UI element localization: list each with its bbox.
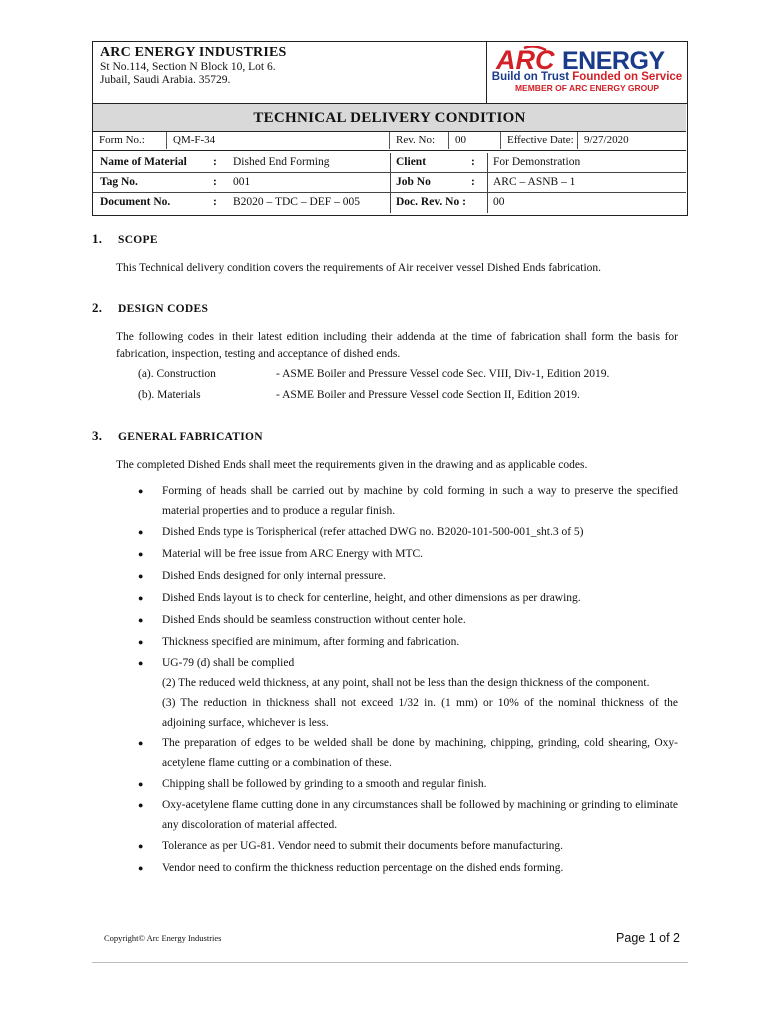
document-no-value: B2020 – TDC – DEF – 005 <box>233 196 360 208</box>
list-item <box>116 481 678 521</box>
list-item <box>116 631 678 653</box>
list-item-text: Tolerance as per UG-81. Vendor need to submit their documents before manufacturing. <box>162 840 564 852</box>
list-item-ug79 <box>116 653 678 733</box>
info-row-material <box>93 153 686 173</box>
bullet-icon: ● <box>138 637 144 647</box>
ug79-subitem-3: (3) The reduction in thickness shall not exceed 1/32 in. (1 mm) or 10% of the nominal thickness of the adjoining surface, whichever is less. <box>162 697 678 729</box>
info-row-tag <box>93 173 686 193</box>
rev-no-label: Rev. No: <box>390 132 449 149</box>
form-no-value: QM-F-34 <box>167 132 390 149</box>
bullet-icon: ● <box>138 486 144 496</box>
bullet-icon: ● <box>138 738 144 748</box>
tag-no-value: 001 <box>233 176 251 188</box>
section-title: DESIGN CODES <box>118 303 209 315</box>
divider <box>390 153 391 172</box>
divider <box>390 193 391 213</box>
divider <box>487 153 488 172</box>
colon: : <box>213 196 217 208</box>
fabrication-bullet-list <box>116 481 678 879</box>
list-item <box>116 587 678 609</box>
footer-page-number: Page 1 of 2 <box>616 931 680 945</box>
logo-tagline-part-1: Build on Trust <box>491 71 573 83</box>
code-materials-label: (b). Materials <box>138 389 201 401</box>
effective-date-label: Effective Date: <box>501 132 578 149</box>
footer-divider <box>92 962 688 963</box>
effective-date-value: 9/27/2020 <box>584 134 629 146</box>
section-scope-heading <box>92 231 158 247</box>
logo-energy-text: ENERGY <box>562 47 665 72</box>
arc-energy-logo <box>487 42 687 104</box>
document-no-label: Document No. <box>100 196 171 208</box>
logo-tagline-part-2: Founded on Service <box>572 71 683 83</box>
list-item-text: Dished Ends should be seamless construction without center hole. <box>162 614 466 626</box>
section-number: 1. <box>92 231 103 246</box>
document-header <box>92 41 688 216</box>
list-item-text: Dished Ends layout is to check for centerline, height, and other dimensions as per drawing. <box>162 592 581 604</box>
material-value: Dished End Forming <box>233 156 330 168</box>
bullet-icon: ● <box>138 527 144 537</box>
list-item <box>116 773 678 795</box>
list-item-text: Forming of heads shall be carried out by machine by cold forming in such a way to preserve the specified material properties and to produce a regular finish. <box>162 485 678 517</box>
company-info <box>93 42 487 104</box>
list-item <box>116 609 678 631</box>
logo-tagline <box>487 71 687 83</box>
colon: : <box>213 176 217 188</box>
ug79-subitem-2: (2) The reduced weld thickness, at any point, shall not be less than the design thickness of the component. <box>162 677 650 689</box>
bullet-icon: ● <box>138 800 144 810</box>
bullet-icon: ● <box>138 779 144 789</box>
section-design-codes-heading <box>92 300 208 316</box>
list-item <box>116 795 678 835</box>
address-line-2: Jubail, Saudi Arabia. 35729. <box>100 74 231 86</box>
company-name: ARC ENERGY INDUSTRIES <box>100 45 287 60</box>
colon: : <box>213 156 217 168</box>
list-item-text: Dished Ends designed for only internal pressure. <box>162 570 386 582</box>
general-fabrication-text: The completed Dished Ends shall meet the requirements given in the drawing and as applicable codes. <box>116 459 588 471</box>
logo-member-text: MEMBER OF ARC ENERGY GROUP <box>514 83 660 93</box>
list-item-text: Vendor need to confirm the thickness reduction percentage on the dished ends forming. <box>162 862 564 874</box>
list-item <box>116 835 678 857</box>
document-title: TECHNICAL DELIVERY CONDITION <box>93 104 686 132</box>
doc-rev-no-value: 00 <box>493 196 505 208</box>
section-number: 2. <box>92 300 103 315</box>
bullet-icon: ● <box>138 863 144 873</box>
rev-no-value: 00 <box>449 132 501 149</box>
list-item-text: Dished Ends type is Torispherical (refer attached DWG no. B2020-101-500-001_sht.3 of 5) <box>162 526 584 538</box>
list-item-text: The preparation of edges to be welded shall be done by machining, chipping, grinding, cold shearing, Oxy-acetylene flame cutting or a combination of these. <box>162 737 678 769</box>
list-item <box>116 857 678 879</box>
footer-copyright: Copyright© Arc Energy Industries <box>104 933 222 943</box>
list-item <box>116 521 678 543</box>
bullet-icon: ● <box>138 549 144 559</box>
client-label: Client <box>396 156 427 168</box>
divider <box>487 193 488 213</box>
info-row-document <box>93 193 686 213</box>
bullet-icon: ● <box>138 658 144 668</box>
list-item-text: Chipping shall be followed by grinding to a smooth and regular finish. <box>162 778 487 790</box>
bullet-icon: ● <box>138 841 144 851</box>
form-no-label: Form No.: <box>93 132 167 149</box>
code-construction-label: (a). Construction <box>138 368 216 380</box>
code-materials-value: - ASME Boiler and Pressure Vessel code Section II, Edition 2019. <box>276 389 580 401</box>
list-item <box>116 733 678 773</box>
client-value: For Demonstration <box>493 156 581 168</box>
list-item <box>116 543 678 565</box>
job-no-label: Job No <box>396 176 431 188</box>
list-item-text: Oxy-acetylene flame cutting done in any circumstances shall be followed by machining or grinding to eliminate any discoloration of material affected. <box>162 799 678 831</box>
bullet-icon: ● <box>138 615 144 625</box>
form-info-row <box>93 132 686 151</box>
design-codes-text: The following codes in their latest edition including their addenda at the time of fabrication shall form the basis for fabrication, inspection, testing and acceptance of dished ends. <box>116 331 678 360</box>
tag-no-label: Tag No. <box>100 176 138 188</box>
section-number: 3. <box>92 428 103 443</box>
section-title: SCOPE <box>118 234 158 246</box>
list-item-text: Thickness specified are minimum, after forming and fabrication. <box>162 636 460 648</box>
code-construction-value: - ASME Boiler and Pressure Vessel code Sec. VIII, Div-1, Edition 2019. <box>276 368 610 380</box>
divider <box>487 173 488 192</box>
arc-energy-logo-mark <box>494 46 680 72</box>
material-label: Name of Material <box>100 156 187 168</box>
section-general-fabrication-heading <box>92 428 263 444</box>
list-item-text: Material will be free issue from ARC Energy with MTC. <box>162 548 424 560</box>
colon: : <box>471 156 475 168</box>
address-line-1: St No.114, Section N Block 10, Lot 6. <box>100 61 276 73</box>
job-no-value: ARC – ASNB – 1 <box>493 176 576 188</box>
colon: : <box>471 176 475 188</box>
divider <box>390 173 391 192</box>
scope-text: This Technical delivery condition covers the requirements of Air receiver vessel Dished Ends fabrication. <box>116 262 602 274</box>
bullet-icon: ● <box>138 571 144 581</box>
section-title: GENERAL FABRICATION <box>118 431 263 443</box>
logo-arc-text: ARC <box>496 46 555 72</box>
list-item <box>116 565 678 587</box>
list-item-text: UG-79 (d) shall be complied <box>162 657 295 669</box>
bullet-icon: ● <box>138 593 144 603</box>
doc-rev-no-label: Doc. Rev. No : <box>396 196 466 208</box>
